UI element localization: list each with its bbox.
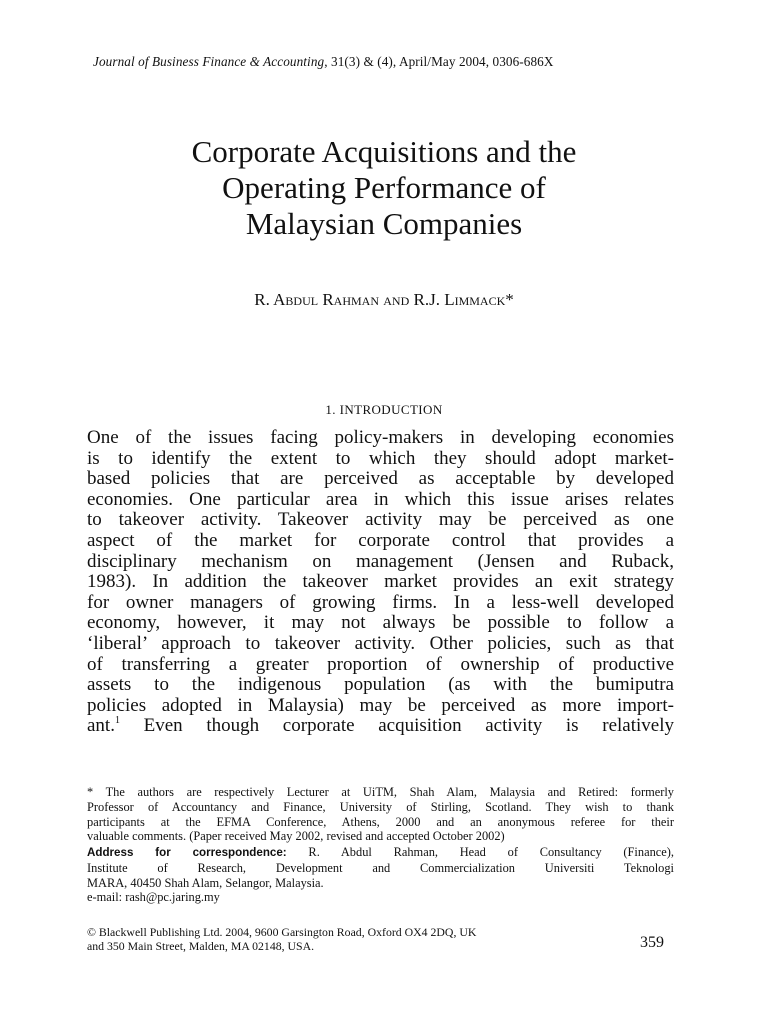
journal-details: , 31(3) & (4), April/May 2004, 0306-686X [324, 54, 554, 69]
body-line: disciplinary mechanism on management (Jensen and Ruback, [87, 550, 674, 572]
authors: R. Abdul Rahman and R.J. Limmack* [254, 290, 514, 309]
body-line: for owner managers of growing firms. In a less-well developed [87, 591, 674, 613]
body-line: economy, however, it may not always be possible to follow a [87, 612, 674, 634]
section-heading: 1. INTRODUCTION [325, 402, 443, 417]
journal-header [93, 54, 553, 70]
body-line: policies adopted in Malaysia) may be perceived as more import- [87, 694, 674, 716]
body-line: based policies that are perceived as acceptable by developed [87, 468, 674, 490]
correspondence-line: Institute of Research, Development and Commercialization Universiti Teknologi [87, 860, 674, 875]
footnote-line: valuable comments. (Paper received May 2002, revised and accepted October 2002) [87, 829, 505, 844]
copyright-line-2: and 350 Main Street, Malden, MA 02148, USA. [87, 939, 315, 953]
body-line: assets to the indigenous population (as with the bumiputra [87, 674, 674, 696]
copyright-notice [87, 925, 476, 953]
body-last-line-start: ant. [87, 715, 115, 737]
body-line: of transferring a greater proportion of ownership of productive [87, 653, 674, 675]
footnote-line: * The authors are respectively Lecturer at UiTM, Shah Alam, Malaysia and Retired: formerly [87, 785, 674, 799]
footnote-line: participants at the EFMA Conference, Athens, 2000 and an anonymous referee for their [87, 814, 674, 829]
copyright-line-1: © Blackwell Publishing Ltd. 2004, 9600 Garsington Road, Oxford OX4 2DQ, UK [87, 925, 477, 939]
title-line-3: Malaysian Companies [245, 206, 523, 241]
body-last-line [87, 716, 674, 737]
body-line: to takeover activity. Takeover activity may be perceived as one [87, 509, 674, 531]
correspondence-line: MARA, 40450 Shah Alam, Selangor, Malaysia. [87, 875, 324, 890]
correspondence-email[interactable]: e-mail: rash@pc.jaring.my [87, 890, 220, 905]
body-line: ‘liberal’ approach to takeover activity. Other policies, such as that [87, 632, 674, 654]
footnote-reference[interactable]: 1 [114, 715, 120, 727]
body-line: One of the issues facing policy-makers in developing economies [87, 427, 674, 448]
body-last-line-end: Even though corporate acquisition activity is relatively [119, 715, 674, 737]
correspondence-line [87, 845, 674, 861]
author-footnote [87, 785, 674, 844]
journal-name: Journal of Business Finance & Accounting [93, 54, 325, 69]
body-line: economies. One particular area in which this issue arises relates [87, 488, 674, 510]
article-title [0, 134, 768, 242]
introduction-body [87, 428, 674, 737]
body-line: 1983). In addition the takeover market provides an exit strategy [87, 571, 674, 593]
correspondence-address [87, 845, 674, 905]
body-line: is to identify the extent to which they should adopt market- [87, 447, 674, 469]
title-line-1: Corporate Acquisitions and the [191, 134, 577, 169]
title-line-2: Operating Performance of [222, 170, 546, 205]
body-line: aspect of the market for corporate control that provides a [87, 529, 674, 551]
correspondence-name: R. Abdul Rahman, Head of Consultancy (Finance), [286, 845, 674, 859]
correspondence-label: Address for correspondence: [87, 846, 287, 859]
footnote-line: Professor of Accountancy and Finance, University of Stirling, Scotland. They wish to thank [87, 799, 674, 814]
page-number: 359 [640, 934, 664, 951]
